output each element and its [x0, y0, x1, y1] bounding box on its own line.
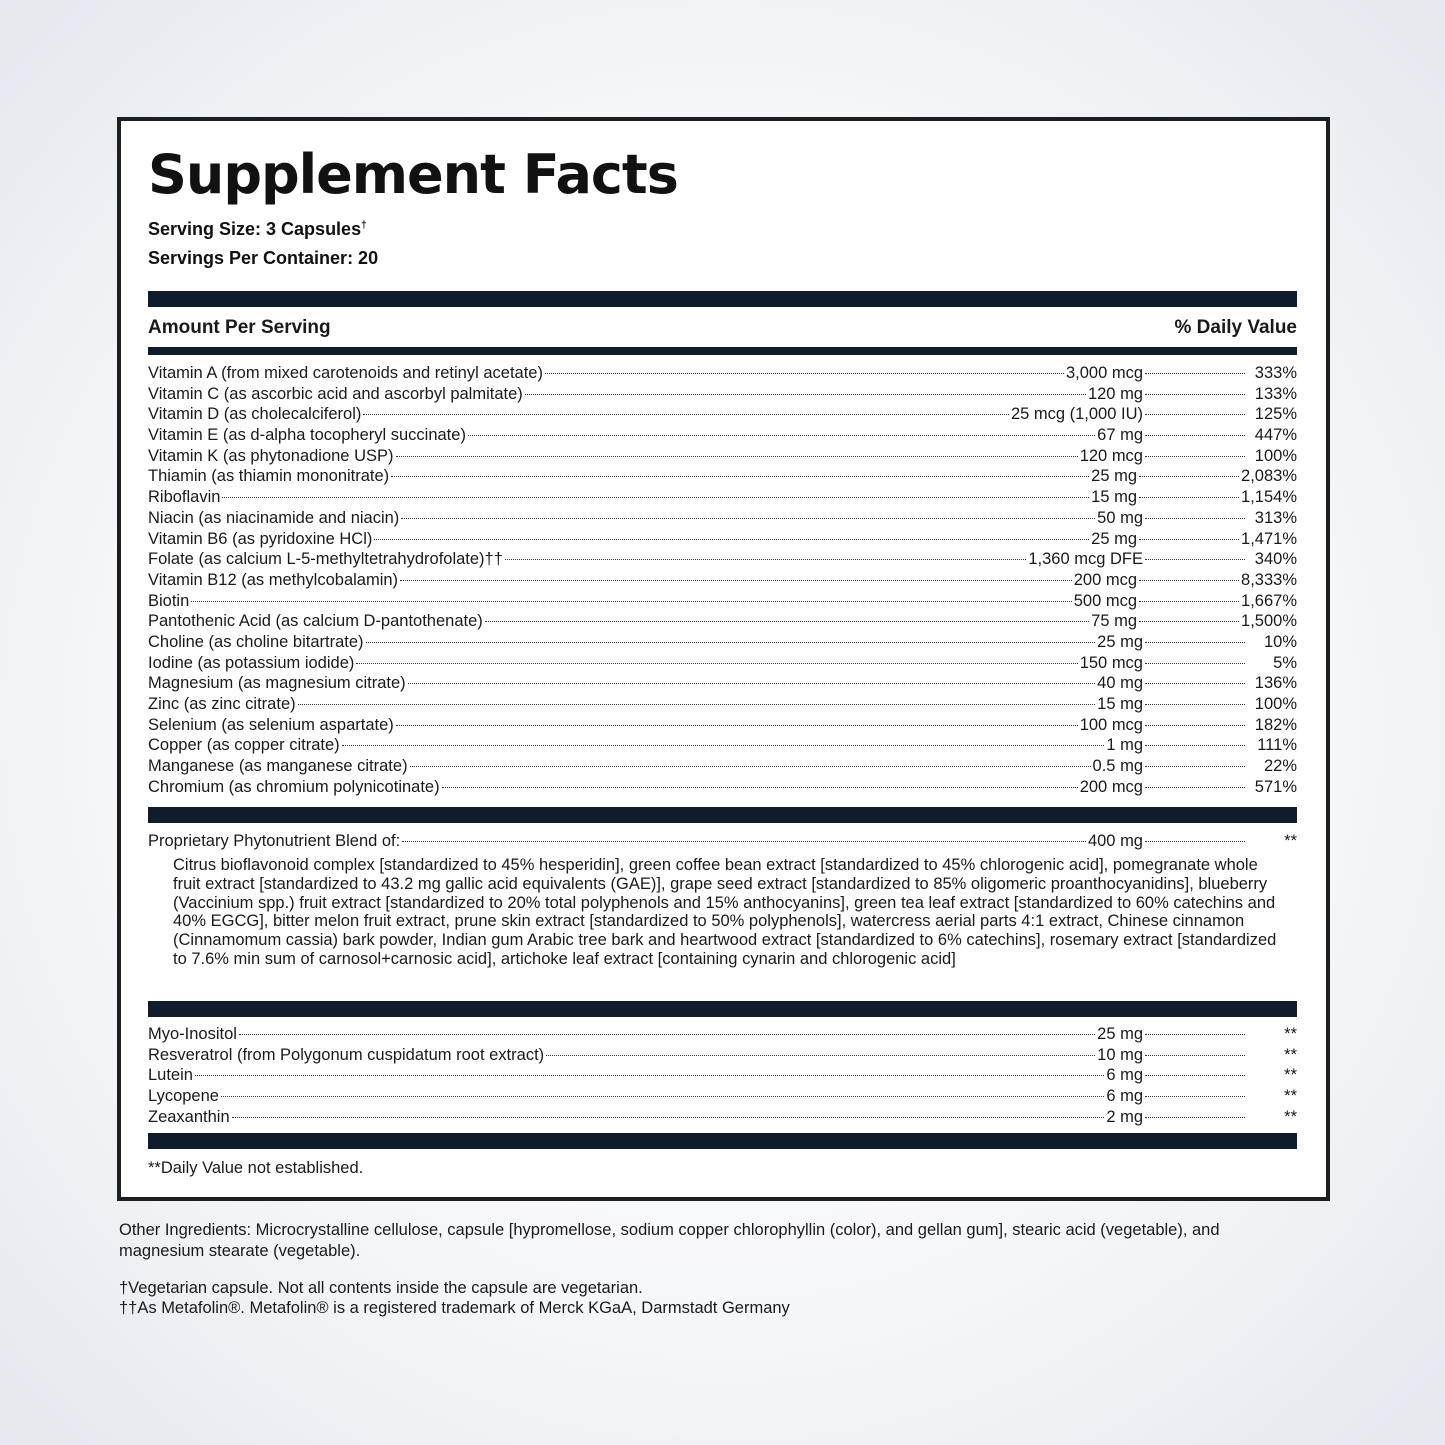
ingredient-amount: 25 mg — [1097, 1025, 1143, 1043]
ingredient-name: Vitamin B6 (as pyridoxine HCl) — [148, 529, 373, 548]
nutrient-row — [148, 570, 1297, 591]
divider-bar — [148, 1133, 1297, 1149]
dot-leader — [1145, 663, 1245, 664]
nutrient-row — [148, 777, 1297, 798]
daily-value: 313% — [1254, 508, 1297, 527]
dot-leader — [1145, 394, 1245, 395]
dot-leader — [1145, 1117, 1245, 1118]
dot-leader — [232, 1117, 1105, 1118]
ingredient-name: Vitamin C (as ascorbic acid and ascorbyl palmitate) — [148, 384, 523, 403]
ingredient-name: Chromium (as chromium polynicotinate) — [148, 777, 440, 796]
daily-value: 10% — [1263, 632, 1297, 651]
dot-leader — [342, 745, 1105, 746]
ingredient-amount: 150 mcg — [1079, 653, 1143, 672]
nutrient-row — [148, 735, 1297, 756]
footnote-vegetarian: †Vegetarian capsule. Not all contents inside the capsule are vegetarian. — [119, 1279, 643, 1297]
dot-leader — [195, 1075, 1104, 1076]
nutrient-row — [148, 632, 1297, 653]
ingredient-amount: 500 mcg — [1073, 591, 1138, 610]
ingredient-amount: 120 mcg — [1079, 446, 1143, 465]
ingredient-amount: 6 mg — [1106, 1087, 1143, 1106]
servings-per-container: Servings Per Container: 20 — [148, 248, 379, 268]
dot-leader — [525, 394, 1086, 395]
dot-leader — [1145, 787, 1245, 788]
dot-leader — [396, 725, 1078, 726]
blend-description: Citrus bioflavonoid complex [standardized to 45% hesperidin], green coffee bean extract [standardized to 45% chlorogenic acid], pomegranate whole fruit extract [standardized to 43.2 mg gallic acid equivalents (GAE)], grape seed extract [standardized to 85% oligomeric proanthocyanidins], blueberry (Vaccinium spp.) fruit extract [standardized to 20% total polyphenols and 15% anthocyanins], green tea leaf extract [standardized to 60% catechins and 40% EGCG], bitter melon fruit extract, prune skin extract [standardized to 50% polyphenols], watercress aerial parts 4:1 extract, Chinese cinnamon (Cinnamomum cassia) bark powder, Indian gum Arabic tree bark and heartwood extract [standardized to 6% catechins], rosemary extract [standardized to 7.6% min sum of carnosol+carnosic acid], artichoke leaf extract [containing cynarin and chlorogenic acid] — [173, 856, 1277, 968]
dot-leader — [1145, 435, 1245, 436]
blend-row — [148, 831, 1297, 852]
ingredient-name: Vitamin K (as phytonadione USP) — [148, 446, 394, 465]
ingredient-name: Vitamin D (as cholecalciferol) — [148, 405, 362, 424]
dv-note: **Daily Value not established. — [148, 1159, 364, 1177]
other-ingredient-row — [148, 1086, 1297, 1107]
ingredient-amount: 200 mcg — [1079, 777, 1143, 796]
ingredient-name: Iodine (as potassium iodide) — [148, 653, 355, 672]
daily-value: 1,154% — [1241, 488, 1297, 507]
daily-value: ** — [1284, 1045, 1297, 1064]
daily-value: ** — [1284, 1066, 1297, 1085]
divider-bar — [148, 807, 1297, 823]
nutrient-row — [148, 529, 1297, 550]
daily-value: 100% — [1254, 446, 1297, 465]
daily-value: 5% — [1273, 653, 1297, 672]
ingredient-amount: 2 mg — [1106, 1107, 1143, 1126]
nutrient-row — [148, 425, 1297, 446]
header-bar — [148, 291, 1297, 307]
dot-leader — [1145, 642, 1245, 643]
dot-leader — [505, 559, 1026, 560]
ingredient-name: Selenium (as selenium aspartate) — [148, 715, 394, 734]
ingredient-amount: 400 mg — [1087, 832, 1143, 850]
other-ingredient-row — [148, 1024, 1297, 1045]
dot-leader — [222, 497, 1089, 498]
ingredient-amount: 0.5 mg — [1092, 757, 1143, 776]
ingredient-amount: 25 mg — [1091, 467, 1138, 486]
dot-leader — [221, 1096, 1104, 1097]
ingredient-amount: 3,000 mcg — [1065, 364, 1143, 382]
dot-leader — [408, 683, 1095, 684]
ingredient-name: Lycopene — [148, 1087, 219, 1106]
daily-value: ** — [1284, 1087, 1297, 1106]
dot-leader — [374, 539, 1089, 540]
amount-per-serving-label: Amount Per Serving — [148, 317, 331, 338]
dot-leader — [1145, 518, 1245, 519]
ingredient-amount: 25 mcg (1,000 IU) — [1010, 405, 1143, 424]
daily-value: 125% — [1254, 405, 1297, 424]
other-ingredient-row — [148, 1065, 1297, 1086]
dot-leader — [1145, 745, 1245, 746]
ingredient-name: Pantothenic Acid (as calcium D-pantothenate) — [148, 612, 483, 631]
nutrient-row — [148, 611, 1297, 632]
serving-size: Serving Size: 3 Capsules† — [148, 219, 367, 239]
blend-summary-row — [148, 831, 1297, 852]
ingredient-amount: 15 mg — [1097, 695, 1143, 713]
ingredient-amount: 15 mg — [1091, 488, 1138, 507]
dot-leader — [546, 1055, 1095, 1056]
nutrient-row — [148, 404, 1297, 425]
daily-value: 136% — [1254, 674, 1297, 693]
dot-leader — [1139, 539, 1239, 540]
ingredient-amount: 50 mg — [1097, 508, 1143, 527]
dot-leader — [366, 642, 1096, 643]
ingredient-name: Vitamin A (from mixed carotenoids and retinyl acetate) — [148, 364, 543, 382]
daily-value: 1,667% — [1241, 591, 1297, 610]
daily-value: 2,083% — [1241, 467, 1297, 486]
dot-leader — [1139, 621, 1239, 622]
dot-leader — [468, 435, 1095, 436]
daily-value: 1,471% — [1241, 529, 1297, 548]
dot-leader — [1145, 414, 1245, 415]
dot-leader — [391, 476, 1089, 477]
daily-value: ** — [1284, 1107, 1297, 1126]
ingredient-amount: 200 mcg — [1073, 570, 1138, 589]
ingredient-name: Niacin (as niacinamide and niacin) — [148, 508, 400, 527]
nutrient-row — [148, 673, 1297, 694]
nutrient-row — [148, 487, 1297, 508]
footnote-metafolin: ††As Metafolin®. Metafolin® is a registered trademark of Merck KGaA, Darmstadt Germany — [119, 1299, 790, 1317]
daily-value: ** — [1284, 832, 1297, 850]
dot-leader — [442, 787, 1078, 788]
other-ingredient-list — [148, 1024, 1297, 1127]
ingredient-name: Resveratrol (from Polygonum cuspidatum root extract) — [148, 1045, 545, 1064]
ingredient-amount: 67 mg — [1097, 426, 1143, 445]
ingredient-name: Vitamin B12 (as methylcobalamin) — [148, 570, 399, 589]
daily-value: 571% — [1254, 777, 1297, 796]
ingredient-name: Lutein — [148, 1066, 193, 1085]
dot-leader — [401, 518, 1095, 519]
nutrient-row — [148, 384, 1297, 405]
daily-value: 111% — [1257, 736, 1297, 755]
ingredient-name: Choline (as choline bitartrate) — [148, 632, 364, 651]
daily-value: 447% — [1254, 426, 1297, 445]
daily-value: 8,333% — [1241, 570, 1297, 589]
ingredient-amount: 25 mg — [1091, 529, 1138, 548]
dot-leader — [356, 663, 1077, 664]
ingredient-amount: 25 mg — [1097, 632, 1143, 651]
ingredient-name: Folate (as calcium L-5-methyltetrahydrofolate)†† — [148, 550, 503, 569]
ingredient-name: Zeaxanthin — [148, 1107, 230, 1126]
dot-leader — [1145, 373, 1245, 374]
page-title: Supplement Facts — [148, 143, 678, 206]
divider-bar — [148, 1001, 1297, 1017]
ingredient-name: Biotin — [148, 591, 190, 610]
dot-leader — [1145, 1075, 1245, 1076]
nutrient-row — [148, 653, 1297, 674]
ingredient-amount: 1 mg — [1106, 736, 1143, 755]
ingredient-amount: 75 mg — [1091, 612, 1138, 631]
divider-bar — [148, 347, 1297, 355]
ingredient-name: Thiamin (as thiamin mononitrate) — [148, 467, 390, 486]
nutrient-list — [148, 363, 1297, 797]
dot-leader — [1145, 841, 1245, 842]
daily-value: 182% — [1254, 715, 1297, 734]
nutrient-row — [148, 549, 1297, 570]
dot-leader — [1145, 766, 1245, 767]
ingredient-name: Zinc (as zinc citrate) — [148, 695, 296, 713]
dot-leader — [545, 373, 1064, 374]
dot-leader — [1145, 456, 1245, 457]
ingredient-amount: 6 mg — [1106, 1066, 1143, 1085]
dot-leader — [1139, 580, 1239, 581]
dot-leader — [402, 841, 1086, 842]
daily-value: 133% — [1254, 384, 1297, 403]
daily-value-label: % Daily Value — [1174, 317, 1297, 338]
dot-leader — [298, 704, 1096, 705]
ingredient-amount: 120 mg — [1087, 384, 1143, 403]
other-ingredients: Other Ingredients: Microcrystalline cellulose, capsule [hypromellose, sodium copper chlorophyllin (color), and gellan gum], stearic acid (vegetable), and magnesium stearate (vegetable). — [119, 1221, 1220, 1260]
table-header — [148, 317, 1297, 339]
daily-value: 100% — [1254, 695, 1297, 713]
ingredient-name: Vitamin E (as d-alpha tocopheryl succinate) — [148, 426, 466, 445]
dot-leader — [1145, 1055, 1245, 1056]
dot-leader — [485, 621, 1089, 622]
ingredient-name: Riboflavin — [148, 488, 221, 507]
dot-leader — [1145, 559, 1245, 560]
dot-leader — [1139, 476, 1239, 477]
ingredient-amount: 40 mg — [1097, 674, 1143, 693]
nutrient-row — [148, 715, 1297, 736]
nutrient-row — [148, 363, 1297, 384]
other-ingredient-row — [148, 1045, 1297, 1066]
dot-leader — [1145, 1096, 1245, 1097]
supplement-facts-panel — [117, 117, 1330, 1201]
ingredient-name: Myo-Inositol — [148, 1025, 237, 1043]
nutrient-row — [148, 466, 1297, 487]
ingredient-name: Proprietary Phytonutrient Blend of: — [148, 832, 401, 850]
other-ingredient-row — [148, 1107, 1297, 1128]
dot-leader — [410, 766, 1091, 767]
daily-value: 1,500% — [1241, 612, 1297, 631]
ingredient-amount: 10 mg — [1097, 1045, 1143, 1064]
ingredient-name: Magnesium (as magnesium citrate) — [148, 674, 406, 693]
daily-value: ** — [1284, 1025, 1297, 1043]
dot-leader — [1145, 683, 1245, 684]
daily-value: 22% — [1263, 757, 1297, 776]
dot-leader — [239, 1034, 1095, 1035]
dot-leader — [400, 580, 1072, 581]
ingredient-amount: 1,360 mcg DFE — [1028, 550, 1143, 569]
dot-leader — [1139, 497, 1239, 498]
nutrient-row — [148, 508, 1297, 529]
nutrient-row — [148, 591, 1297, 612]
daily-value: 333% — [1254, 364, 1297, 382]
nutrient-row — [148, 446, 1297, 467]
dot-leader — [191, 601, 1071, 602]
ingredient-name: Copper (as copper citrate) — [148, 736, 340, 755]
daily-value: 340% — [1254, 550, 1297, 569]
dot-leader — [1145, 725, 1245, 726]
dot-leader — [396, 456, 1078, 457]
ingredient-name: Manganese (as manganese citrate) — [148, 757, 408, 776]
dot-leader — [1145, 1034, 1245, 1035]
nutrient-row — [148, 694, 1297, 715]
ingredient-amount: 100 mcg — [1079, 715, 1143, 734]
nutrient-row — [148, 756, 1297, 777]
dot-leader — [1145, 704, 1245, 705]
dot-leader — [1139, 601, 1239, 602]
dot-leader — [363, 414, 1009, 415]
